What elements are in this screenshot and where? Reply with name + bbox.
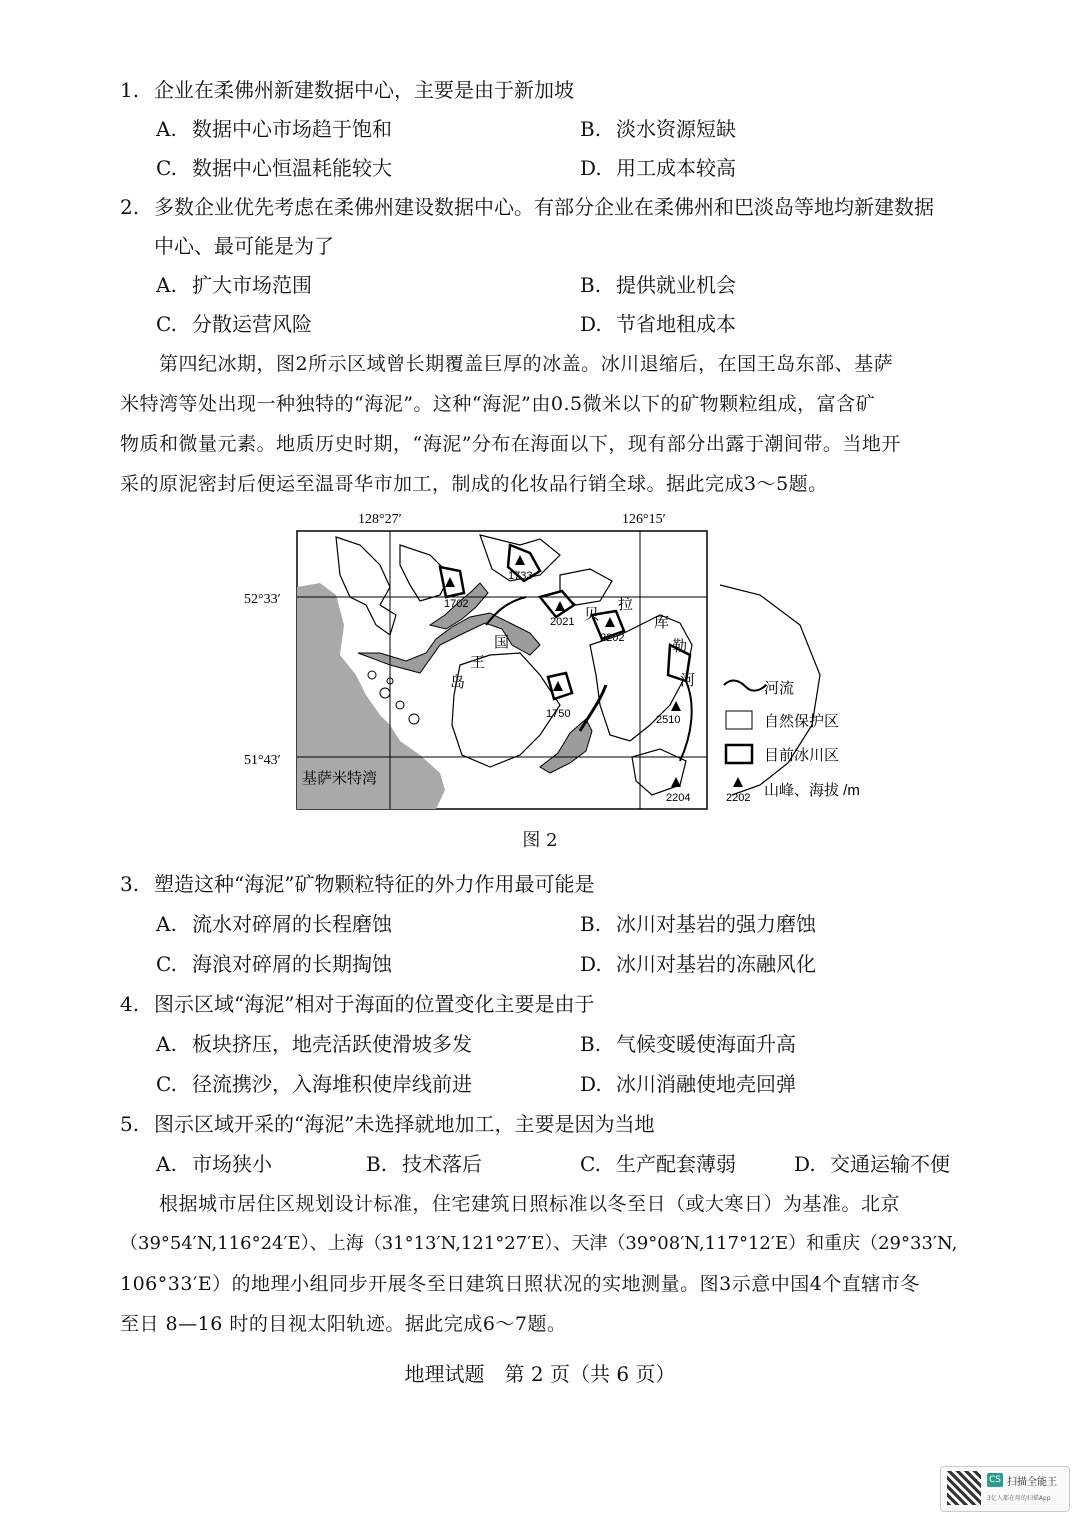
scanner-subtitle: 3亿人都在用的扫描App — [987, 1495, 1051, 1502]
scanner-logo: CS — [989, 1475, 1001, 1485]
passage-2-line-1: 根据城市居住区规划设计标准，住宅建筑日照标准以冬至日（或大寒日）为基准。北京 — [120, 1193, 901, 1215]
island-label-2: 王 — [470, 654, 486, 671]
q1-option-d: D. 用工成本较高 — [580, 156, 736, 180]
lat-label-bottom: 51°43′ — [244, 753, 281, 768]
question-2-stem-cont: 中心、最可能是为了 — [154, 234, 334, 258]
q3-option-c: C. 海浪对碎屑的长期掏蚀 — [156, 952, 392, 976]
legend-glacier-label: 目前冰川区 — [764, 747, 840, 764]
legend-peak-sample: 2202 — [726, 792, 751, 804]
scanner-brand: 扫描全能王 — [1007, 1477, 1057, 1488]
q1-option-b: B. 淡水资源短缺 — [580, 117, 736, 141]
question-number: 1. — [120, 78, 140, 102]
river-label-3: 库 — [654, 614, 670, 631]
lon-label-left: 128°27′ — [358, 512, 402, 527]
legend-peak-symbol — [733, 777, 743, 787]
passage-1-line-3: 物质和微量元素。地质历史时期，“海泥”分布在海面以下，现有部分出露于潮间带。当地开 — [120, 433, 901, 455]
svg-text:1750: 1750 — [546, 708, 571, 720]
q2-option-b: B. 提供就业机会 — [580, 273, 736, 297]
q4-option-d: D. 冰川消融使地壳回弹 — [580, 1072, 796, 1096]
question-number: 4. — [120, 992, 140, 1016]
river-label-4: 勒 — [672, 638, 688, 655]
legend-river-label: 河流 — [764, 680, 795, 697]
lon-label-right: 126°15′ — [622, 512, 666, 527]
q4-option-a: A. 板块挤压，地壳活跃使滑坡多发 — [156, 1032, 472, 1056]
svg-text:1702: 1702 — [444, 598, 469, 610]
page-footer: 地理试题 第 2 页（共 6 页） — [404, 1362, 676, 1386]
q2-option-c: C. 分散运营风险 — [156, 312, 312, 336]
q4-option-b: B. 气候变暖使海面升高 — [580, 1032, 796, 1056]
svg-text:2204: 2204 — [666, 792, 691, 804]
figure-2-map — [240, 505, 900, 815]
passage-2-line-3: 106°33′E）的地理小组同步开展冬至日建筑日照状况的实地测量。图3示意中国4个直辖市冬 — [120, 1273, 920, 1295]
q5-option-a: A. 市场狭小 — [156, 1152, 272, 1176]
question-text: 图示区域“海泥”相对于海面的位置变化主要是由于 — [154, 992, 595, 1016]
q3-option-d: D. 冰川对基岩的冻融风化 — [580, 952, 816, 976]
lat-label-top: 52°33′ — [244, 592, 281, 607]
q4-option-c: C. 径流携沙，入海堆积使岸线前进 — [156, 1072, 472, 1096]
question-number: 2. — [120, 195, 140, 219]
scanner-watermark — [940, 1466, 1070, 1512]
legend-reserve-label: 自然保护区 — [764, 713, 840, 730]
q1-option-c: C. 数据中心恒温耗能较大 — [156, 156, 392, 180]
river-label-2: 拉 — [618, 596, 634, 613]
q5-option-b: B. 技术落后 — [366, 1152, 482, 1176]
passage-2-line-4: 至日 8—16 时的目视太阳轨迹。据此完成6～7题。 — [120, 1313, 567, 1335]
q2-option-d: D. 节省地租成本 — [580, 312, 736, 336]
passage-1-line-1: 第四纪冰期，图2所示区域曾长期覆盖巨厚的冰盖。冰川退缩后，在国王岛东部、基萨 — [120, 353, 894, 375]
question-text: 图示区域开采的“海泥”未选择就地加工，主要是因为当地 — [154, 1112, 655, 1136]
svg-text:1733: 1733 — [508, 570, 533, 582]
svg-text:2202: 2202 — [600, 632, 625, 644]
question-4-stem — [120, 990, 594, 1018]
question-number: 3. — [120, 872, 140, 896]
figure-caption: 图 2 — [522, 830, 558, 851]
legend-glacier-symbol — [726, 745, 752, 763]
question-2-stem — [120, 193, 934, 221]
passage-2-line-2: （39°54′N,116°24′E）、上海（31°13′N,121°27′E）、天津（39°08′N,117°12′E）和重庆（29°33′N, — [120, 1233, 958, 1254]
svg-text:2510: 2510 — [656, 714, 681, 726]
question-number: 5. — [120, 1112, 140, 1136]
question-5-stem — [120, 1110, 654, 1138]
question-text: 多数企业优先考虑在柔佛州建设数据中心。有部分企业在柔佛州和巴淡岛等地均新建数据 — [154, 195, 934, 219]
passage-1-line-4: 采的原泥密封后便运至温哥华市加工，制成的化妆品行销全球。据此完成3～5题。 — [120, 473, 828, 495]
island-label-1: 国 — [494, 634, 510, 651]
svg-text:2021: 2021 — [550, 616, 575, 628]
q5-option-d: D. 交通运输不便 — [794, 1152, 950, 1176]
island-label-3: 岛 — [450, 674, 466, 691]
question-text: 企业在柔佛州新建数据中心，主要是由于新加坡 — [154, 78, 574, 102]
q3-option-a: A. 流水对碎屑的长程磨蚀 — [156, 912, 392, 936]
legend — [724, 680, 860, 804]
legend-peak-label: 山峰、海拔 /m — [764, 782, 860, 799]
question-1-stem — [120, 76, 574, 104]
q5-option-c: C. 生产配套薄弱 — [580, 1152, 736, 1176]
qr-code-icon — [947, 1471, 981, 1505]
question-3-stem — [120, 870, 594, 898]
bay-label: 基萨米特湾 — [302, 770, 378, 787]
river-label-1: 贝 — [584, 606, 600, 623]
q3-option-b: B. 冰川对基岩的强力磨蚀 — [580, 912, 816, 936]
legend-reserve-symbol — [726, 711, 752, 729]
river-label-5: 河 — [680, 672, 696, 689]
passage-1-line-2: 米特湾等处出现一种独特的“海泥”。这种“海泥”由0.5微米以下的矿物颗粒组成，富含矿 — [120, 393, 876, 415]
question-text: 塑造这种“海泥”矿物颗粒特征的外力作用最可能是 — [154, 872, 595, 896]
q1-option-a: A. 数据中心市场趋于饱和 — [156, 117, 392, 141]
q2-option-a: A. 扩大市场范围 — [156, 273, 312, 297]
legend-river-symbol — [724, 681, 766, 691]
